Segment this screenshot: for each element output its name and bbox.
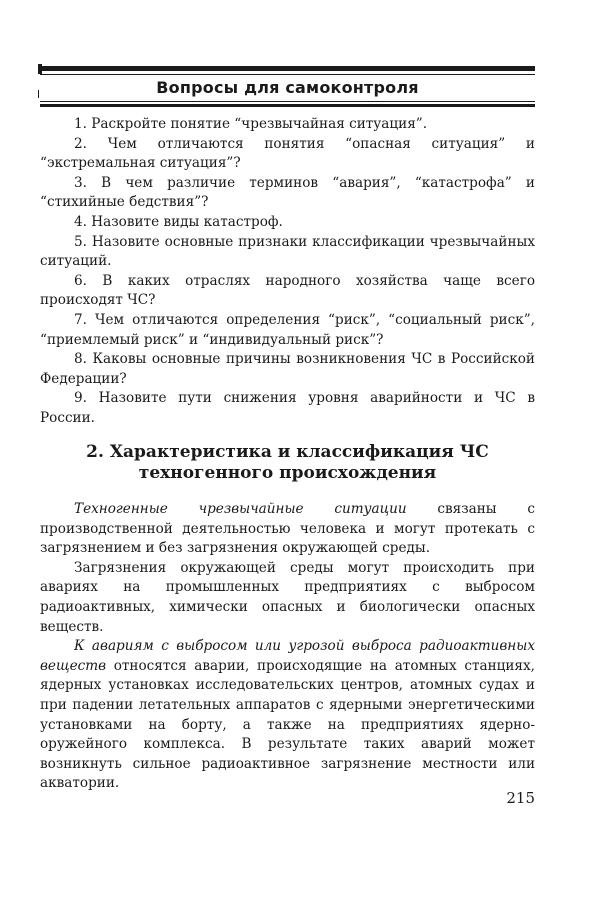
chapter-title-line1: 2. Характеристика и классификация ЧС	[86, 442, 489, 462]
chapter-body	[40, 500, 535, 794]
header-rule-top-thin	[40, 74, 535, 75]
header-rule-bottom	[40, 104, 535, 107]
question-item: 8. Каковы основные причины возникновения ЧС в Российской Федерации?	[40, 351, 535, 387]
body-paragraph-1	[40, 500, 535, 559]
header-side-mark	[38, 90, 39, 98]
body-paragraph-3	[40, 637, 535, 794]
question-item: 9. Назовите пути снижения уровня аварийности и ЧС в России.	[40, 390, 535, 426]
question-item: 5. Назовите основные признаки классификации чрезвычайных ситуаций.	[40, 233, 535, 270]
paragraph-text: связаны с производственной деятельностью человека и могут протекать с загрязнением и без загрязнения окружающей среды.	[40, 501, 536, 557]
section-header: Вопросы для самоконтроля	[156, 78, 419, 97]
header-rule-bottom-thin	[40, 101, 535, 102]
question-item: 3. В чем различие терминов “авария”, “катастрофа” и “стихийные бедствия”?	[40, 174, 535, 211]
chapter-title-line2: техногенного происхождения	[138, 463, 437, 483]
question-item: 2. Чем отличаются понятия “опасная ситуация” и “экстремальная ситуация”?	[40, 135, 535, 172]
page-number: 215	[506, 789, 535, 807]
question-item: 6. В каких отраслях народного хозяйства чаще всего происходят ЧС?	[40, 272, 535, 309]
question-list	[40, 115, 535, 429]
question-item: 7. Чем отличаются определения “риск”, “социальный риск”, “приемлемый риск” и “индивидуальный риск”?	[40, 311, 535, 348]
paragraph-text: относятся аварии, происходящие на атомных станциях, ядерных установках исследовательских центров, атомных судах и при падении летательных аппаратов с ядерными энергетическими установками на борту, а также на предприятиях ядерно-оружейного комплекса. В результате таких аварий может возникнуть сильное радиоактивное загрязнение местности или акватории.	[40, 657, 535, 792]
body-paragraph-2: Загрязнения окружающей среды могут происходить при авариях на промышленных предприятиях с выбросом радиоактивных, химически опасных и биологически опасных веществ.	[40, 559, 535, 635]
question-item: 1. Раскройте понятие “чрезвычайная ситуация”.	[74, 116, 428, 132]
term-radioactive-accidents: К авариям с выбросом или угрозой выброса радиоактивных веществ	[40, 638, 535, 674]
term-technogenic: Техногенные чрезвычайные ситуации	[74, 501, 407, 517]
question-item: 4. Назовите виды катастроф.	[74, 213, 283, 230]
header-rule-top	[40, 66, 535, 71]
chapter-title	[40, 442, 535, 484]
